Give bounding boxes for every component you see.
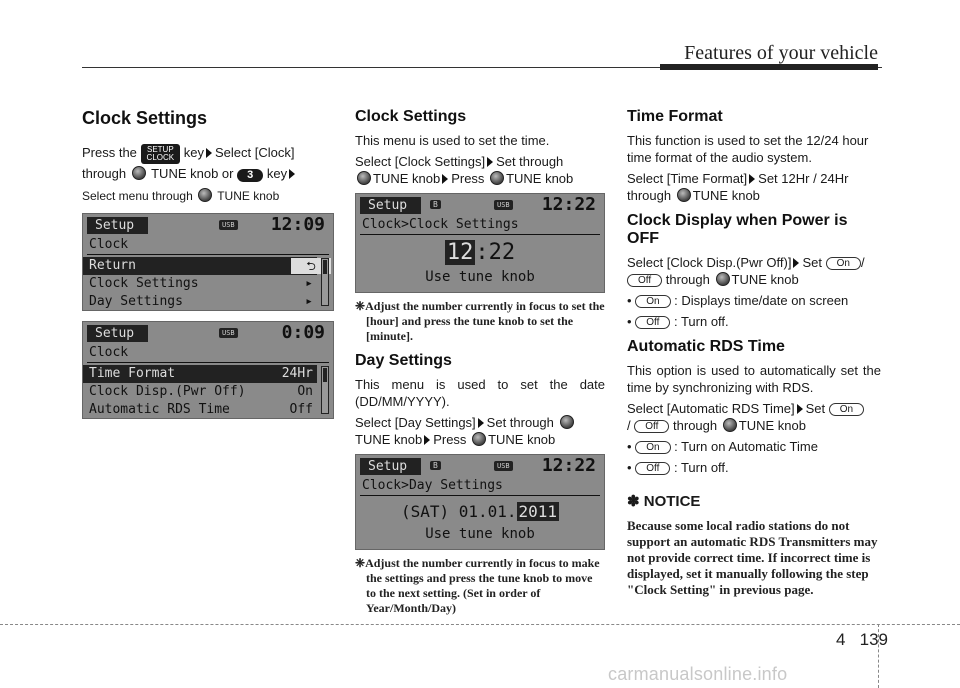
text: Select [Clock Disp.(Pwr Off)]	[627, 255, 792, 270]
off-icon: Off	[634, 420, 669, 433]
bullet-off-rds	[627, 459, 881, 476]
date-value: (SAT) 01.01.	[400, 502, 517, 521]
minute-value: 22	[488, 240, 516, 265]
text: Select [Time Format]	[627, 171, 748, 186]
text: Select [Automatic RDS Time]	[627, 401, 795, 416]
page-number	[836, 630, 888, 650]
option-value: On	[297, 384, 313, 399]
text: TUNE knob	[355, 432, 423, 447]
note-day	[355, 556, 605, 616]
text: TUNE knob	[692, 188, 760, 203]
text: /	[627, 418, 631, 433]
menu-item-return	[83, 257, 317, 275]
section-title-clock-display: Clock Display when Power is OFF	[627, 212, 848, 247]
text: TUNE knob	[373, 171, 441, 186]
screen-tag: Setup	[360, 458, 421, 475]
colon: :	[475, 240, 489, 265]
screen-time: 12:09	[270, 214, 325, 235]
text: TUNE knob	[731, 272, 799, 287]
off-icon: Off	[635, 316, 670, 329]
text: : Turn off.	[673, 314, 729, 329]
notice-title	[627, 492, 881, 510]
tune-knob-icon	[198, 188, 212, 202]
option-auto-rds	[83, 401, 333, 419]
screen-time: 0:09	[281, 322, 325, 343]
section-title-time-format: Time Format	[627, 108, 723, 125]
screen-time: 12:22	[541, 194, 596, 215]
section-title-clock-settings: Clock Settings	[82, 108, 208, 128]
bullet-off-display	[627, 313, 881, 330]
menu-item-day-settings	[83, 293, 333, 311]
text: TUNE knob	[488, 432, 556, 447]
usb-icon: USB	[219, 328, 238, 338]
chapter-number: 4	[836, 630, 846, 649]
chevron-right-icon: ▸	[305, 276, 313, 291]
option-value: 24Hr	[281, 366, 313, 381]
text: key	[183, 145, 204, 160]
screen-clock-settings	[355, 193, 605, 293]
screen-title: Clock>Clock Settings	[362, 217, 519, 232]
text: : Turn on Automatic Time	[674, 439, 818, 454]
text: TUNE knob or	[151, 166, 234, 181]
year-value: 2011	[518, 502, 558, 521]
section-title-auto-rds: Automatic RDS Time	[627, 338, 785, 355]
bullet: •	[627, 293, 632, 308]
date-display	[356, 502, 604, 522]
option-time-format	[83, 365, 317, 383]
note-text: Adjust the number currently in focus to set the [hour] and press the tune knob to set the [minute].	[365, 299, 605, 343]
usb-icon: USB	[219, 220, 238, 230]
bullet: •	[627, 314, 632, 329]
bullet: •	[627, 439, 632, 454]
text: TUNE knob	[217, 189, 280, 203]
text: Set	[805, 401, 826, 416]
return-arrow-icon: ⮌	[291, 258, 331, 274]
text: through	[627, 188, 672, 203]
clock-settings-desc: This menu is used to set the time.	[355, 133, 550, 148]
watermark: carmanualsonline.info	[608, 664, 788, 684]
clock-settings-steps	[355, 153, 605, 187]
arrow-right-icon	[478, 418, 484, 428]
screen-time: 12:22	[541, 455, 596, 476]
instruction-para-1	[82, 143, 334, 184]
key-label-bottom: CLOCK	[146, 153, 175, 162]
text: TUNE knob	[738, 418, 806, 433]
screen-title: Clock	[89, 237, 129, 252]
tune-knob-icon	[132, 166, 146, 180]
bullet-on-rds	[627, 438, 881, 455]
time-format-steps	[627, 170, 881, 204]
key-label-top: SETUP	[146, 145, 174, 154]
column-middle	[355, 108, 605, 620]
text: : Displays time/date on screen	[674, 293, 849, 308]
on-icon: On	[826, 257, 861, 270]
text: TUNE knob	[506, 171, 574, 186]
scrollbar	[321, 366, 329, 414]
on-icon: On	[829, 403, 864, 416]
scrollbar	[321, 258, 329, 306]
bluetooth-icon: B	[430, 461, 441, 470]
hour-value: 12	[446, 240, 474, 265]
bullet-on-display	[627, 292, 881, 309]
time-format-desc: This function is used to set the 12/24 hour time format of the audio system.	[627, 133, 869, 165]
time-display	[356, 241, 604, 265]
arrow-right-icon	[442, 174, 448, 184]
hint-text: Use tune knob	[425, 526, 535, 542]
note-clock	[355, 299, 605, 344]
screen-clock-menu	[82, 213, 334, 311]
screen-title: Clock	[89, 345, 129, 360]
off-icon: Off	[627, 274, 662, 287]
option-clock-disp	[83, 383, 333, 401]
screen-day-settings	[355, 454, 605, 550]
text: through	[665, 272, 710, 287]
text: Press the	[82, 145, 137, 160]
text: Set through	[486, 415, 554, 430]
note-mark-icon: ❈	[355, 299, 366, 313]
arrow-right-icon	[206, 148, 212, 158]
text: /	[860, 255, 865, 270]
header-title: Features of your vehicle	[684, 42, 878, 64]
text: Set 12Hr / 24Hr	[758, 171, 849, 186]
bullet: •	[627, 460, 632, 475]
option-value: Off	[289, 402, 313, 417]
bluetooth-icon: B	[430, 200, 441, 209]
setup-clock-key-icon	[141, 144, 181, 164]
off-icon: Off	[635, 462, 670, 475]
tune-knob-icon	[560, 415, 574, 429]
column-left	[82, 108, 334, 419]
menu-label: Return	[89, 258, 136, 273]
day-settings-desc: This menu is used to set the date (DD/MM/YYYY).	[355, 377, 605, 409]
arrow-right-icon	[424, 435, 430, 445]
arrow-right-icon	[749, 174, 755, 184]
screen-tag: Setup	[87, 217, 148, 234]
key-3-icon: 3	[237, 169, 263, 182]
usb-icon: USB	[494, 461, 513, 471]
auto-rds-desc: This option is used to automatically set the time by synchronizing with RDS.	[627, 363, 881, 395]
arrow-right-icon	[793, 258, 799, 268]
menu-label: Day Settings	[89, 294, 183, 309]
arrow-right-icon	[487, 157, 493, 167]
text: Select [Clock Settings]	[355, 154, 486, 169]
menu-label: Clock Settings	[89, 276, 199, 291]
usb-icon: USB	[494, 200, 513, 210]
section-title-day-settings: Day Settings	[355, 352, 452, 369]
header-rule-accent	[660, 64, 878, 70]
tune-knob-icon	[723, 418, 737, 432]
screen-clock-options	[82, 321, 334, 419]
text: Set through	[496, 154, 564, 169]
clock-display-steps	[627, 254, 881, 288]
text: key	[266, 166, 288, 181]
tune-knob-icon	[472, 432, 486, 446]
text: Press	[451, 171, 485, 186]
instruction-para-2	[82, 188, 334, 205]
notice-body: Because some local radio stations do not support an automatic RDS Transmitters may not provide correct time. If incorrect time is displayed, set it manually following the step "Clock Setting" in previous page.	[627, 518, 878, 597]
text: Press	[433, 432, 467, 447]
chevron-right-icon: ▸	[305, 294, 313, 309]
arrow-right-icon	[797, 404, 803, 414]
tune-knob-icon	[490, 171, 504, 185]
arrow-right-icon	[289, 169, 295, 179]
option-label: Automatic RDS Time	[89, 402, 230, 417]
text: through	[673, 418, 718, 433]
tune-knob-icon	[677, 188, 691, 202]
screen-tag: Setup	[87, 325, 148, 342]
section-title-clock-settings-2: Clock Settings	[355, 108, 467, 125]
page-value: 139	[859, 630, 889, 649]
note-text: Adjust the number currently in focus to make the settings and press the tune knob to move to the next setting. (Set in order of Year/Month/Day)	[365, 556, 600, 615]
option-label: Time Format	[89, 366, 176, 381]
text: Select menu through	[82, 189, 193, 203]
text: : Turn off.	[673, 460, 729, 475]
day-settings-steps	[355, 414, 605, 448]
notice-title-text: NOTICE	[643, 493, 701, 510]
tune-knob-icon	[357, 171, 371, 185]
text: Set	[802, 255, 822, 270]
on-icon: On	[635, 295, 670, 308]
footer-rule	[0, 624, 960, 625]
menu-item-clock-settings	[83, 275, 333, 293]
screen-title: Clock>Day Settings	[362, 478, 503, 493]
tune-knob-icon	[716, 272, 730, 286]
hint-text: Use tune knob	[425, 269, 535, 285]
notice-mark-icon: ✽	[627, 493, 640, 510]
column-right	[627, 108, 881, 602]
text: through	[82, 166, 127, 181]
auto-rds-steps	[627, 400, 881, 434]
note-mark-icon: ❈	[355, 556, 366, 570]
text: Select [Day Settings]	[355, 415, 476, 430]
text: Select [Clock]	[214, 145, 295, 160]
on-icon: On	[635, 441, 670, 454]
option-label: Clock Disp.(Pwr Off)	[89, 384, 246, 399]
screen-tag: Setup	[360, 197, 421, 214]
